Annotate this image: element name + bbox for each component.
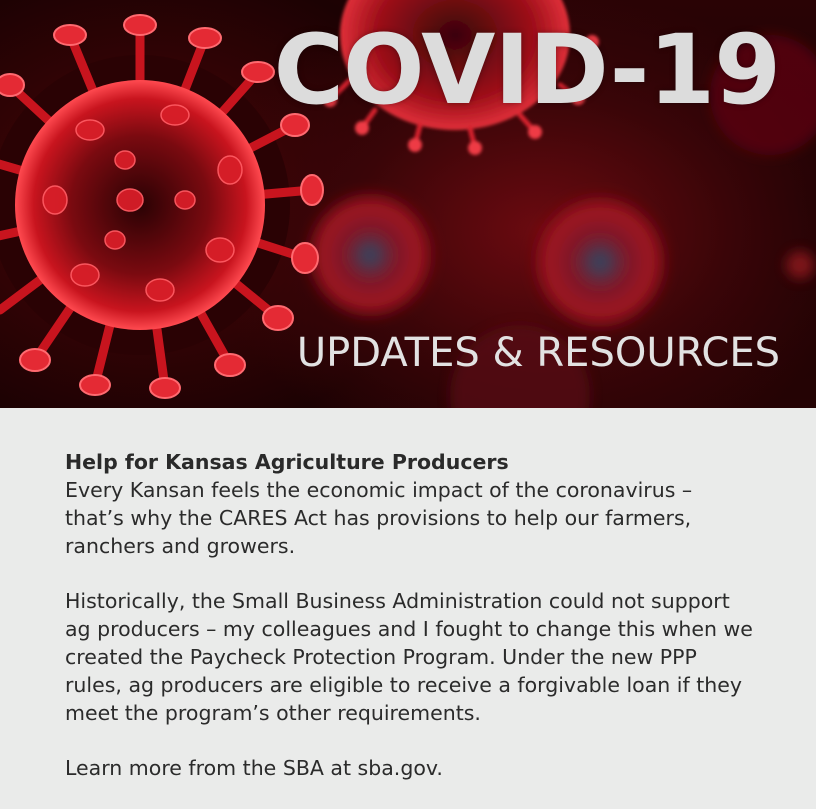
- hero-title: COVID-19: [273, 14, 780, 126]
- content-section: [0, 408, 816, 796]
- blurred-virus-left: [302, 187, 438, 323]
- article: [65, 448, 755, 809]
- article-heading: Help for Kansas Agriculture Producers: [65, 450, 509, 474]
- article-paragraph: Every Kansan feels the economic impact of the coronavirus – that’s why the CARES Act has provisions to help our farmers, ranchers and growers.: [65, 478, 693, 558]
- article-paragraph: Historically, the Small Business Administration could not support ag producers – my colleagues and I fought to change this when we created the Paycheck Protection Program. Under the new PPP rules, ag producers are eligible to receive a forgivable loan if they meet the program’s other requirements.: [65, 589, 753, 725]
- blurred-virus-right: [528, 190, 672, 334]
- article-paragraph: Learn more from the SBA at sba.gov.: [65, 756, 443, 780]
- hero-subtitle: UPDATES & RESOURCES: [296, 330, 780, 376]
